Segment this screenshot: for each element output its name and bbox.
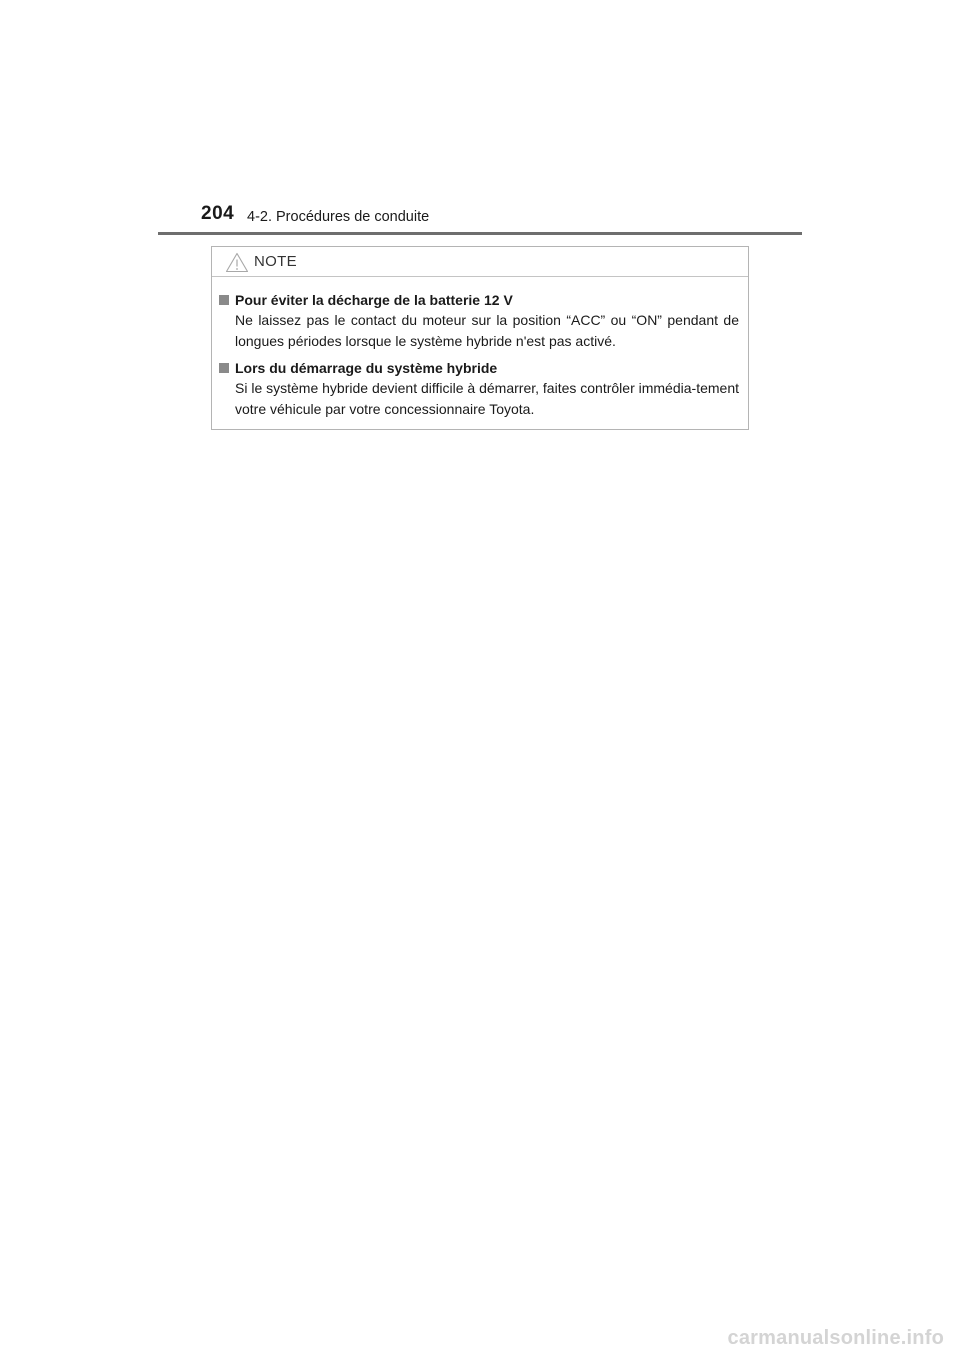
note-item: [218, 290, 739, 352]
page-number: 204: [201, 203, 235, 224]
note-item-title-row: [218, 358, 739, 378]
note-item-text: Si le système hybride devient difficile à démarrer, faites contrôler immédia-tement votre véhicule par votre concessionnaire Toyota.: [235, 380, 739, 417]
bullet-square-icon: [219, 363, 229, 373]
note-box: [211, 246, 749, 430]
note-body: [212, 277, 748, 420]
warning-triangle-icon: [225, 252, 249, 273]
note-item-title: Pour éviter la décharge de la batterie 12 V: [235, 292, 513, 308]
note-item-text: Ne laissez pas le contact du moteur sur la position “ACC” ou “ON” pendant de longues périodes lorsque le système hybride n'est pas activé.: [235, 312, 739, 349]
watermark: carmanualsonline.info: [727, 1327, 944, 1349]
note-header: [212, 247, 748, 277]
note-item-title-row: [218, 290, 739, 310]
header-rule: [158, 232, 802, 235]
note-item-title: Lors du démarrage du système hybride: [235, 360, 498, 376]
note-label: NOTE: [254, 253, 297, 270]
bullet-square-icon: [219, 295, 229, 305]
section-title: 4-2. Procédures de conduite: [247, 209, 430, 225]
note-item: [218, 358, 739, 420]
